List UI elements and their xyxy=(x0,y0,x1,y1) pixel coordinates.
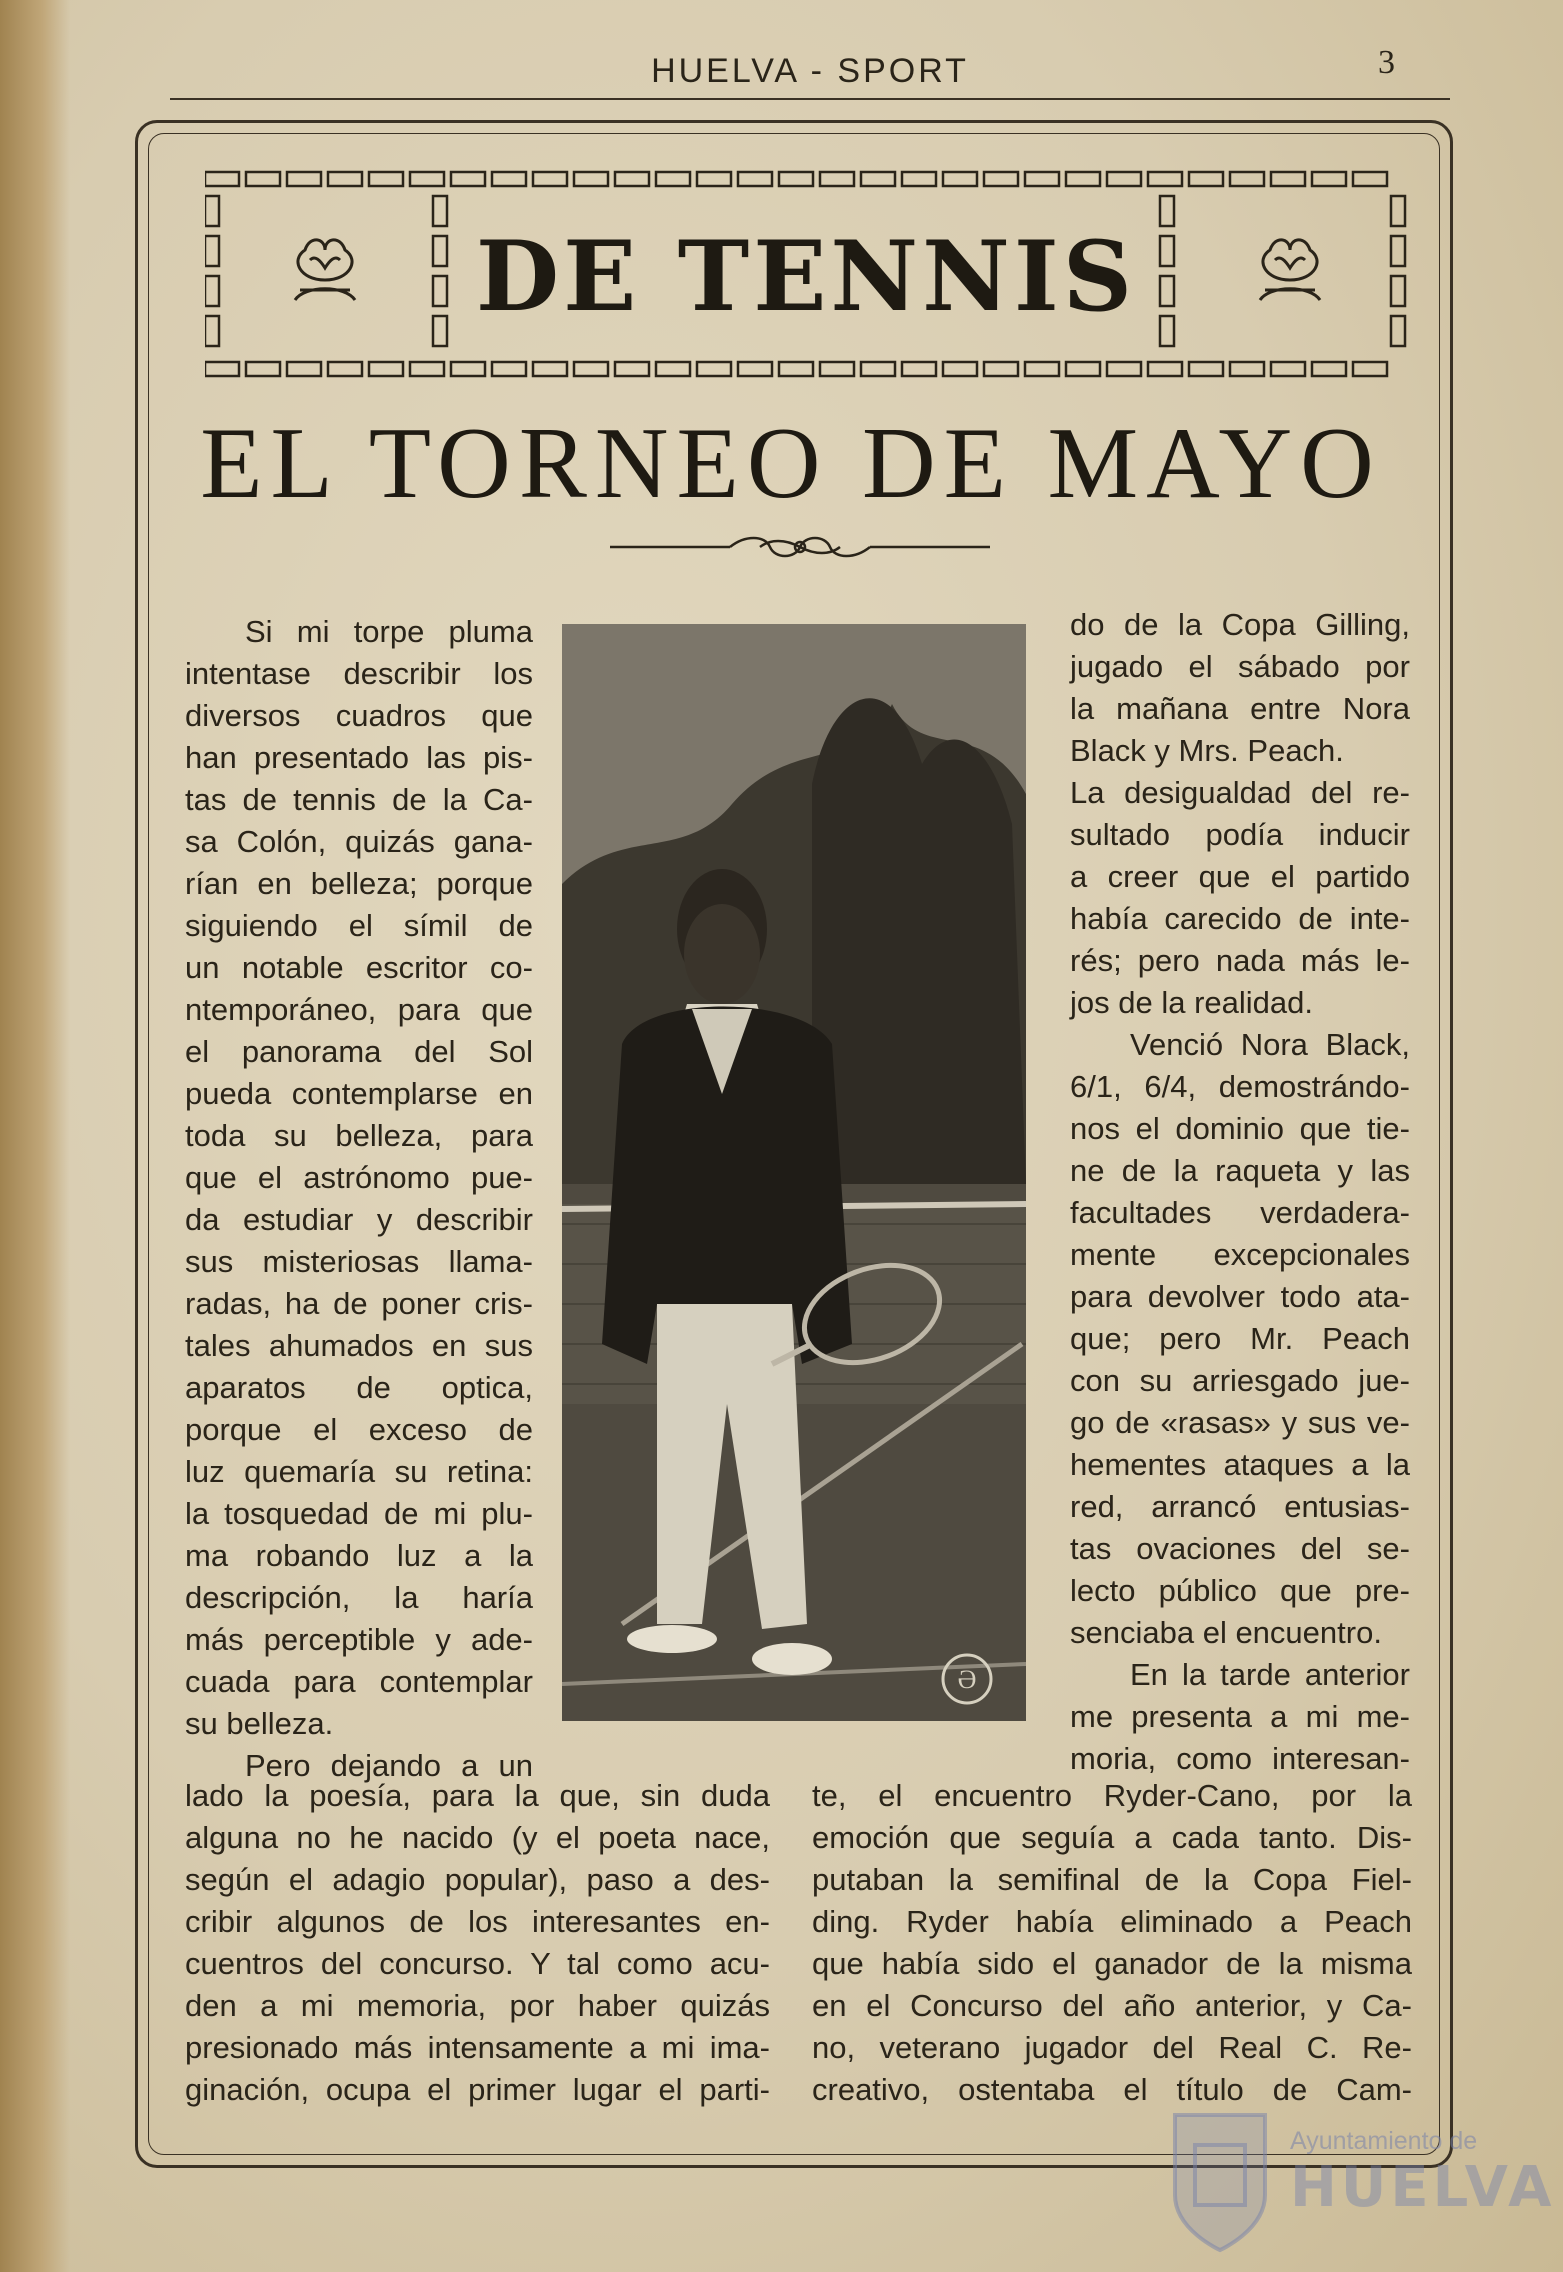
article-headline: EL TORNEO DE MAYO xyxy=(200,407,1382,520)
text-line: Black y Mrs. Peach. xyxy=(1070,733,1344,768)
watermark-line-1: Ayuntamiento de xyxy=(1290,2127,1478,2155)
banner-border-segment xyxy=(984,172,1018,186)
text-line: que el astrónomo pue- xyxy=(185,1160,533,1195)
banner-border-segment xyxy=(1312,362,1346,376)
text-line: diversos cuadros que xyxy=(185,698,533,733)
text-line: siguiendo el símil de xyxy=(185,908,533,943)
banner-border-segment xyxy=(533,172,567,186)
text-line: intentase describir los xyxy=(185,656,533,691)
text-line: moria, como interesan- xyxy=(1070,1741,1410,1776)
banner-border-segment xyxy=(246,172,280,186)
text-line: pueda contemplarse en xyxy=(185,1076,533,1111)
text-line: ma robando luz a la xyxy=(185,1538,533,1573)
banner-border-segment xyxy=(492,172,526,186)
banner-border-segment xyxy=(615,172,649,186)
text-line: rés; pero nada más le- xyxy=(1070,943,1410,978)
banner-border-segment xyxy=(287,362,321,376)
text-line: Pero dejando a un xyxy=(245,1748,533,1783)
banner-border-segment xyxy=(205,172,239,186)
banner-border-segment xyxy=(943,362,977,376)
tennis-player-photo xyxy=(562,624,1026,1721)
article-column-left xyxy=(185,611,533,1787)
text-line: jos de la realidad. xyxy=(1070,985,1313,1020)
text-line: facultades verdadera- xyxy=(1070,1195,1410,1230)
banner-border-segment xyxy=(1025,172,1059,186)
text-line: 6/1, 6/4, demostrándo- xyxy=(1070,1069,1410,1104)
banner-border-segment xyxy=(902,172,936,186)
text-line: creativo, ostentaba el título de Cam- xyxy=(812,2072,1412,2107)
banner-border-segment xyxy=(1189,362,1223,376)
text-line: lado la poesía, para la que, sin duda xyxy=(185,1778,770,1813)
banner-border-segment xyxy=(492,362,526,376)
banner-border-segment xyxy=(451,362,485,376)
banner-border-segment xyxy=(861,172,895,186)
banner-border-segment xyxy=(984,362,1018,376)
header-rule xyxy=(170,98,1450,100)
text-line: La desigualdad del re- xyxy=(1070,775,1410,810)
banner-border-segment xyxy=(574,172,608,186)
running-head xyxy=(170,40,1450,100)
text-line: descripción, la haría xyxy=(185,1580,533,1615)
section-title: DE TENNIS xyxy=(475,220,1137,333)
text-line: el panorama del Sol xyxy=(185,1034,533,1069)
text-line: sa Colón, quizás gana- xyxy=(185,824,533,859)
banner-border-segment xyxy=(1107,362,1141,376)
text-line: sus misteriosas llama- xyxy=(185,1244,533,1279)
svg-text:Ə: Ə xyxy=(957,1665,977,1694)
text-line: porque el exceso de xyxy=(185,1412,533,1447)
text-line: con su arriesgado jue- xyxy=(1070,1363,1410,1398)
banner-border-segment xyxy=(1148,362,1182,376)
text-line: sultado podía inducir xyxy=(1070,817,1410,852)
text-line: para devolver todo ata- xyxy=(1070,1279,1410,1314)
banner-border-segment xyxy=(1107,172,1141,186)
text-line: había carecido de inte- xyxy=(1070,901,1410,936)
banner-border-segment xyxy=(574,362,608,376)
banner-border-segment xyxy=(738,172,772,186)
text-line: ding. Ryder había eliminado a Peach xyxy=(812,1904,1412,1939)
text-line: go de «rasas» y sus ve- xyxy=(1070,1405,1410,1440)
banner-border-segment xyxy=(1271,172,1305,186)
text-line: ntemporáneo, para que xyxy=(185,992,533,1027)
banner-border-segment xyxy=(1066,172,1100,186)
text-line: mente excepcionales xyxy=(1070,1237,1410,1272)
text-line: do de la Copa Gilling, xyxy=(1070,607,1410,642)
banner-border-segment xyxy=(1148,172,1182,186)
banner-border-segment xyxy=(369,362,403,376)
banner-border-segment xyxy=(328,172,362,186)
text-line: Venció Nora Black, xyxy=(1130,1027,1410,1062)
text-line: tas de tennis de la Ca- xyxy=(185,782,533,817)
text-line: según el adagio popular), paso a des- xyxy=(185,1862,770,1897)
text-line: su belleza. xyxy=(185,1706,334,1741)
text-line: Si mi torpe pluma xyxy=(245,614,533,649)
banner-border-segment xyxy=(1230,362,1264,376)
banner-border-segment xyxy=(943,172,977,186)
text-line: la mañana entre Nora xyxy=(1070,691,1410,726)
banner-border-segment xyxy=(656,172,690,186)
text-line: rían en belleza; porque xyxy=(185,866,533,901)
text-line: en el Concurso del año anterior, y Ca- xyxy=(812,1988,1412,2023)
banner-border-segment xyxy=(410,172,444,186)
banner-border-segment xyxy=(1353,172,1387,186)
banner-border-segment xyxy=(1066,362,1100,376)
banner-border-segment xyxy=(656,362,690,376)
text-line: emoción que seguía a cada tanto. Dis- xyxy=(812,1820,1412,1855)
text-line: jugado el sábado por xyxy=(1070,649,1410,684)
text-line: presionado más intensamente a mi ima- xyxy=(185,2030,770,2065)
text-line: da estudiar y describir xyxy=(185,1202,533,1237)
text-line: a creer que el partido xyxy=(1070,859,1410,894)
text-line: putaban la semifinal de la Copa Fiel- xyxy=(812,1862,1412,1897)
text-line: senciaba el encuentro. xyxy=(1070,1615,1382,1650)
text-line: den a mi memoria, por haber quizás xyxy=(185,1988,770,2023)
article-bottom-left xyxy=(185,1775,770,2111)
text-line: tales ahumados en sus xyxy=(185,1328,533,1363)
banner-border-segment xyxy=(1230,172,1264,186)
text-line: nos el dominio que tie- xyxy=(1070,1111,1410,1146)
book-spine-shadow xyxy=(0,0,70,2272)
text-line: luz quemaría su retina: xyxy=(185,1454,533,1489)
banner-border-segment xyxy=(820,362,854,376)
banner-border-segment xyxy=(779,172,813,186)
banner-border-segment xyxy=(533,362,567,376)
text-line: han presentado las pis- xyxy=(185,740,533,775)
text-line: ne de la raqueta y las xyxy=(1070,1153,1410,1188)
text-line: no, veterano jugador del Real C. Re- xyxy=(812,2030,1412,2065)
page-number: 3 xyxy=(1378,44,1395,81)
text-line: un notable escritor co- xyxy=(185,950,533,985)
banner-border-segment xyxy=(328,362,362,376)
section-banner xyxy=(205,170,1407,378)
banner-border-segment xyxy=(205,362,239,376)
text-line: alguna no he nacido (y el poeta nace, xyxy=(185,1820,770,1855)
watermark-line-2: HUELVA xyxy=(1290,2155,1556,2220)
banner-border-segment xyxy=(1189,172,1223,186)
banner-border-segment xyxy=(1025,362,1059,376)
text-line: red, arrancó entusias- xyxy=(1070,1489,1410,1524)
text-line: me presenta a mi me- xyxy=(1070,1699,1410,1734)
text-line: cuada para contemplar xyxy=(185,1664,533,1699)
text-line: tas ovaciones del se- xyxy=(1070,1531,1410,1566)
text-line: que; pero Mr. Peach xyxy=(1070,1321,1410,1356)
banner-border-segment xyxy=(410,362,444,376)
text-line: hementes ataques a la xyxy=(1070,1447,1410,1482)
text-line: te, el encuentro Ryder-Cano, por la xyxy=(812,1778,1412,1813)
text-line: lecto público que pre- xyxy=(1070,1573,1410,1608)
banner-border-segment xyxy=(369,172,403,186)
banner-border-segment xyxy=(902,362,936,376)
city-crest-icon xyxy=(1160,2095,1280,2255)
text-line: aparatos de optica, xyxy=(185,1370,533,1405)
banner-border-segment xyxy=(1312,172,1346,186)
banner-border-segment xyxy=(820,172,854,186)
banner-border-segment xyxy=(697,172,731,186)
banner-border-segment xyxy=(615,362,649,376)
text-line: que había sido el ganador de la misma xyxy=(812,1946,1412,1981)
banner-border-segment xyxy=(246,362,280,376)
scroll-divider-icon xyxy=(610,527,990,571)
banner-border-segment xyxy=(779,362,813,376)
article-bottom-right xyxy=(812,1775,1412,2111)
banner-border-segment xyxy=(697,362,731,376)
text-line: cribir algunos de los interesantes en- xyxy=(185,1904,770,1939)
banner-border-segment xyxy=(861,362,895,376)
text-line: En la tarde anterior xyxy=(1130,1657,1410,1692)
article-column-right xyxy=(1070,604,1410,1780)
text-line: cuentros del concurso. Y tal como acu- xyxy=(185,1946,770,1981)
archive-watermark xyxy=(1150,2095,1556,2265)
text-line: radas, ha de poner cris- xyxy=(185,1286,533,1321)
banner-border-segment xyxy=(1353,362,1387,376)
banner-border-segment xyxy=(738,362,772,376)
text-line: la tosquedad de mi plu- xyxy=(185,1496,533,1531)
magazine-title: HUELVA - SPORT xyxy=(651,52,969,90)
text-line: toda su belleza, para xyxy=(185,1118,533,1153)
banner-border-segment xyxy=(1271,362,1305,376)
text-line: ginación, ocupa el primer lugar el parti- xyxy=(185,2072,770,2107)
text-line: más perceptible y ade- xyxy=(185,1622,533,1657)
banner-border-segment xyxy=(287,172,321,186)
banner-border-segment xyxy=(451,172,485,186)
